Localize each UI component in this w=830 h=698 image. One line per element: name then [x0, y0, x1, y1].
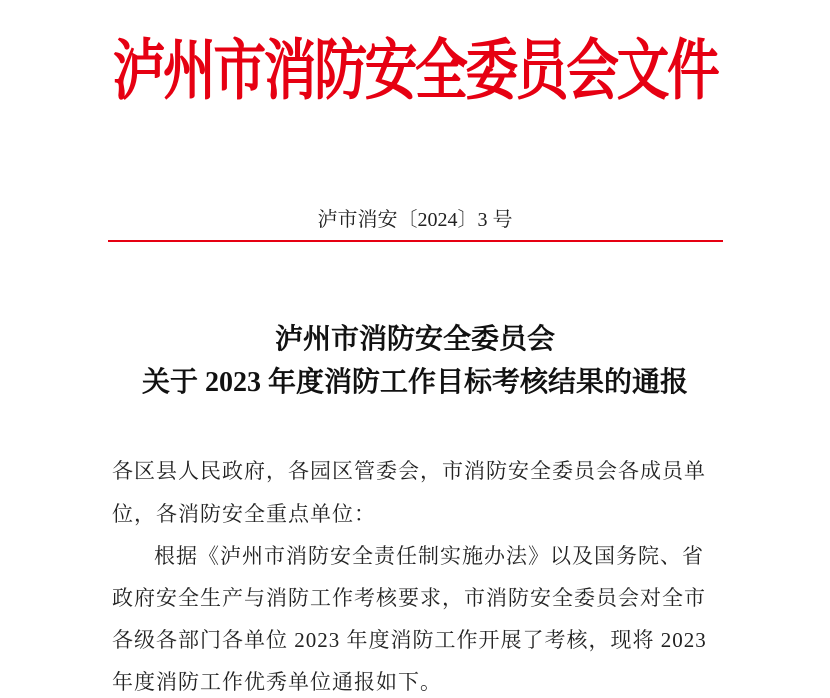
document-number: 泸市消安〔2024〕3 号	[317, 209, 513, 231]
body-line: 政府安全生产与消防工作考核要求，市消防安全委员会对全市	[112, 586, 706, 610]
body-line: 各级各部门各单位 2023 年度消防工作开展了考核，现将 2023	[112, 628, 707, 652]
body-line: 年度消防工作优秀单位通报如下。	[112, 670, 442, 694]
body-line: 各区县人民政府，各园区管委会，市消防安全委员会各成员单	[112, 459, 706, 483]
red-divider-line	[108, 240, 723, 242]
body-line: 根据《泸州市消防安全责任制实施办法》以及国务院、省	[154, 544, 704, 568]
body-line: 位，各消防安全重点单位：	[112, 502, 376, 526]
document-title-line-1: 泸州市消防安全委员会	[274, 324, 555, 355]
document-title-line-2: 关于 2023 年度消防工作目标考核结果的通报	[141, 367, 688, 398]
red-header-title: 泸州市消防安全委员会文件	[112, 31, 718, 109]
